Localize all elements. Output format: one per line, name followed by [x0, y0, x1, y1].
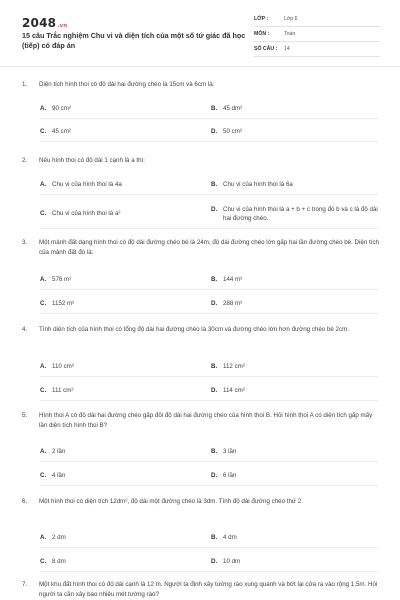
question-text: Hình thoi A có độ dài hai đường chéo gấp đôi độ dài hai đường chéo của hình thoi B. Hỏi hình thoi A có diện tích gấp mấy lần diện tích hình thoi B? — [39, 412, 373, 429]
option-letter: B. — [211, 448, 218, 455]
meta-row-count — [254, 42, 380, 57]
answer-option-a[interactable] — [40, 533, 210, 542]
answer-option-d[interactable] — [211, 471, 381, 480]
option-letter: B. — [211, 534, 218, 541]
option-letter: A. — [40, 534, 47, 541]
question-number: 7. — [22, 581, 28, 588]
option-text: 112 cm² — [223, 363, 245, 370]
question-2 — [22, 156, 382, 166]
question-7 — [22, 580, 382, 600]
question-number: 1. — [22, 81, 28, 88]
meta-key: MÔN : — [254, 31, 270, 37]
meta-table — [254, 12, 380, 57]
logo-suffix: .vn — [57, 23, 68, 29]
option-text: 4 dm — [223, 534, 237, 541]
document-title: 15 câu Trắc nghiệm Chu vi và diện tích của một số tứ giác đã học (tiếp) có đáp án — [22, 31, 246, 50]
option-letter: A. — [40, 181, 47, 188]
option-letter: B. — [211, 105, 218, 112]
option-text: 288 m² — [223, 300, 243, 307]
question-3 — [22, 238, 382, 258]
meta-key: LỚP : — [254, 16, 269, 22]
option-letter: B. — [211, 363, 218, 370]
option-row-divider — [40, 461, 378, 462]
answer-option-b[interactable] — [211, 533, 381, 542]
answer-option-d[interactable] — [211, 127, 381, 136]
option-text: Chu vi của hình thoi là 6a — [223, 181, 293, 188]
meta-row-subject — [254, 27, 380, 42]
answer-option-c[interactable] — [40, 557, 210, 566]
question-stem — [22, 411, 382, 431]
question-text: Tính diện tích của hình thoi có tổng độ dài hai đường chéo là 30cm và đường chéo lớn hơn đường chéo bé 2cm. — [39, 326, 349, 333]
answer-option-c[interactable] — [40, 299, 210, 308]
question-stem — [22, 80, 382, 90]
option-text: 144 m² — [223, 276, 243, 283]
option-text: 4 lần — [52, 472, 66, 479]
answer-option-d[interactable] — [211, 557, 381, 566]
option-text: Chu vi của hình thoi là 4a — [52, 181, 122, 188]
option-row-divider — [40, 118, 378, 119]
option-row-divider — [40, 376, 378, 377]
option-letter: D. — [211, 206, 218, 213]
meta-value: Lớp 6 — [284, 16, 298, 22]
answer-option-c[interactable] — [40, 127, 210, 136]
option-letter: C. — [40, 128, 47, 135]
option-letter: D. — [211, 387, 218, 394]
answer-option-a[interactable] — [40, 180, 210, 189]
option-row-divider — [40, 547, 378, 548]
question-text: Một mảnh đất dạng hình thoi có độ dài đường chéo bé là 24m, độ dài đường chéo lớn gấp hai lần đường chéo bé. Diện tích của mảnh đất đó là: — [39, 239, 379, 256]
option-letter: B. — [211, 181, 218, 188]
question-text: Một hình thoi có diện tích 12dm², độ dài một đường chéo là 3dm. Tính độ dài đường chéo thứ 2. — [39, 498, 303, 505]
option-text: 45 dm² — [223, 105, 243, 112]
answer-option-b[interactable] — [211, 180, 381, 189]
question-6 — [22, 497, 382, 507]
meta-value: Toán — [284, 31, 296, 37]
answer-option-b[interactable] — [211, 447, 381, 456]
option-letter: C. — [40, 558, 47, 565]
option-text: 2 lần — [52, 448, 66, 455]
answer-option-c[interactable] — [40, 209, 210, 218]
logo-text: 2048 — [22, 16, 57, 30]
option-letter: A. — [40, 276, 47, 283]
meta-value: 14 — [284, 46, 290, 52]
answer-option-a[interactable] — [40, 104, 210, 113]
option-text: 8 dm — [52, 558, 66, 565]
option-letter: D. — [211, 128, 218, 135]
answer-option-d[interactable] — [211, 299, 381, 308]
option-text: 3 lần — [223, 448, 237, 455]
option-row-divider — [40, 485, 378, 486]
answer-option-c[interactable] — [40, 386, 210, 395]
answer-option-d[interactable] — [211, 386, 381, 395]
option-text: 10 dm — [223, 558, 241, 565]
answer-option-d[interactable] — [211, 205, 381, 223]
question-number: 2. — [22, 157, 28, 164]
option-letter: A. — [40, 105, 47, 112]
question-4 — [22, 325, 382, 335]
question-number: 4. — [22, 326, 28, 333]
question-stem — [22, 238, 382, 258]
option-text: 45 cm² — [52, 128, 71, 135]
option-letter: C. — [40, 387, 47, 394]
answer-option-b[interactable] — [211, 104, 381, 113]
option-letter: A. — [40, 448, 47, 455]
question-stem — [22, 497, 382, 507]
option-text: 1152 m² — [52, 300, 75, 307]
meta-row-class — [254, 12, 380, 27]
option-letter: D. — [211, 558, 218, 565]
option-text: 90 cm² — [52, 105, 71, 112]
option-row-divider — [40, 313, 378, 314]
option-row-divider — [40, 571, 378, 572]
option-row-divider — [40, 400, 378, 401]
option-letter: A. — [40, 363, 47, 370]
option-text: 576 m² — [52, 276, 72, 283]
option-text: 6 lần — [223, 472, 237, 479]
answer-option-b[interactable] — [211, 275, 381, 284]
option-text: 110 cm² — [52, 363, 74, 370]
question-stem — [22, 325, 382, 335]
answer-option-a[interactable] — [40, 447, 210, 456]
question-1 — [22, 80, 382, 90]
question-text: Diện tích hình thoi có độ dài hai đường chéo là 15cm và 6cm là: — [39, 81, 215, 88]
site-logo[interactable] — [22, 16, 67, 30]
option-letter: C. — [40, 210, 47, 217]
option-letter: D. — [211, 300, 218, 307]
option-row-divider — [40, 141, 378, 142]
answer-option-a[interactable] — [40, 275, 210, 284]
answer-option-a[interactable] — [40, 362, 210, 371]
header-divider — [0, 66, 400, 67]
option-text: Chu vi của hình thoi là a² — [52, 210, 121, 217]
option-letter: C. — [40, 300, 47, 307]
option-text: 50 cm² — [223, 128, 242, 135]
question-number: 3. — [22, 239, 28, 246]
document-header — [0, 0, 400, 66]
option-row-divider — [40, 289, 378, 290]
question-5 — [22, 411, 382, 431]
option-row-divider — [40, 228, 378, 229]
question-text: Nếu hình thoi có độ dài 1 cạnh là a thì: — [39, 157, 145, 164]
option-row-divider — [40, 194, 378, 195]
answer-option-c[interactable] — [40, 471, 210, 480]
option-text: Chu vi của hình thoi là a + b + c trong đó b và c là độ dài hai đường chéo. — [223, 206, 378, 222]
question-number: 6. — [22, 498, 28, 505]
answer-option-b[interactable] — [211, 362, 381, 371]
question-number: 5. — [22, 412, 28, 419]
option-text: 114 cm² — [223, 387, 245, 394]
option-letter: D. — [211, 472, 218, 479]
question-stem — [22, 580, 382, 600]
meta-key: SỐ CÂU : — [254, 46, 278, 52]
option-text: 2 dm — [52, 534, 66, 541]
option-text: 111 cm² — [52, 387, 74, 394]
option-letter: C. — [40, 472, 47, 479]
question-text: Một khu đất hình thoi có độ dài cạnh là 12 m. Người ta định xây tường rào xung quanh và bớt lại cửa ra vào rộng 1,5m. Hỏi người ta cần xây bao nhiêu mét tường rào? — [39, 581, 378, 598]
option-letter: B. — [211, 276, 218, 283]
question-stem — [22, 156, 382, 166]
